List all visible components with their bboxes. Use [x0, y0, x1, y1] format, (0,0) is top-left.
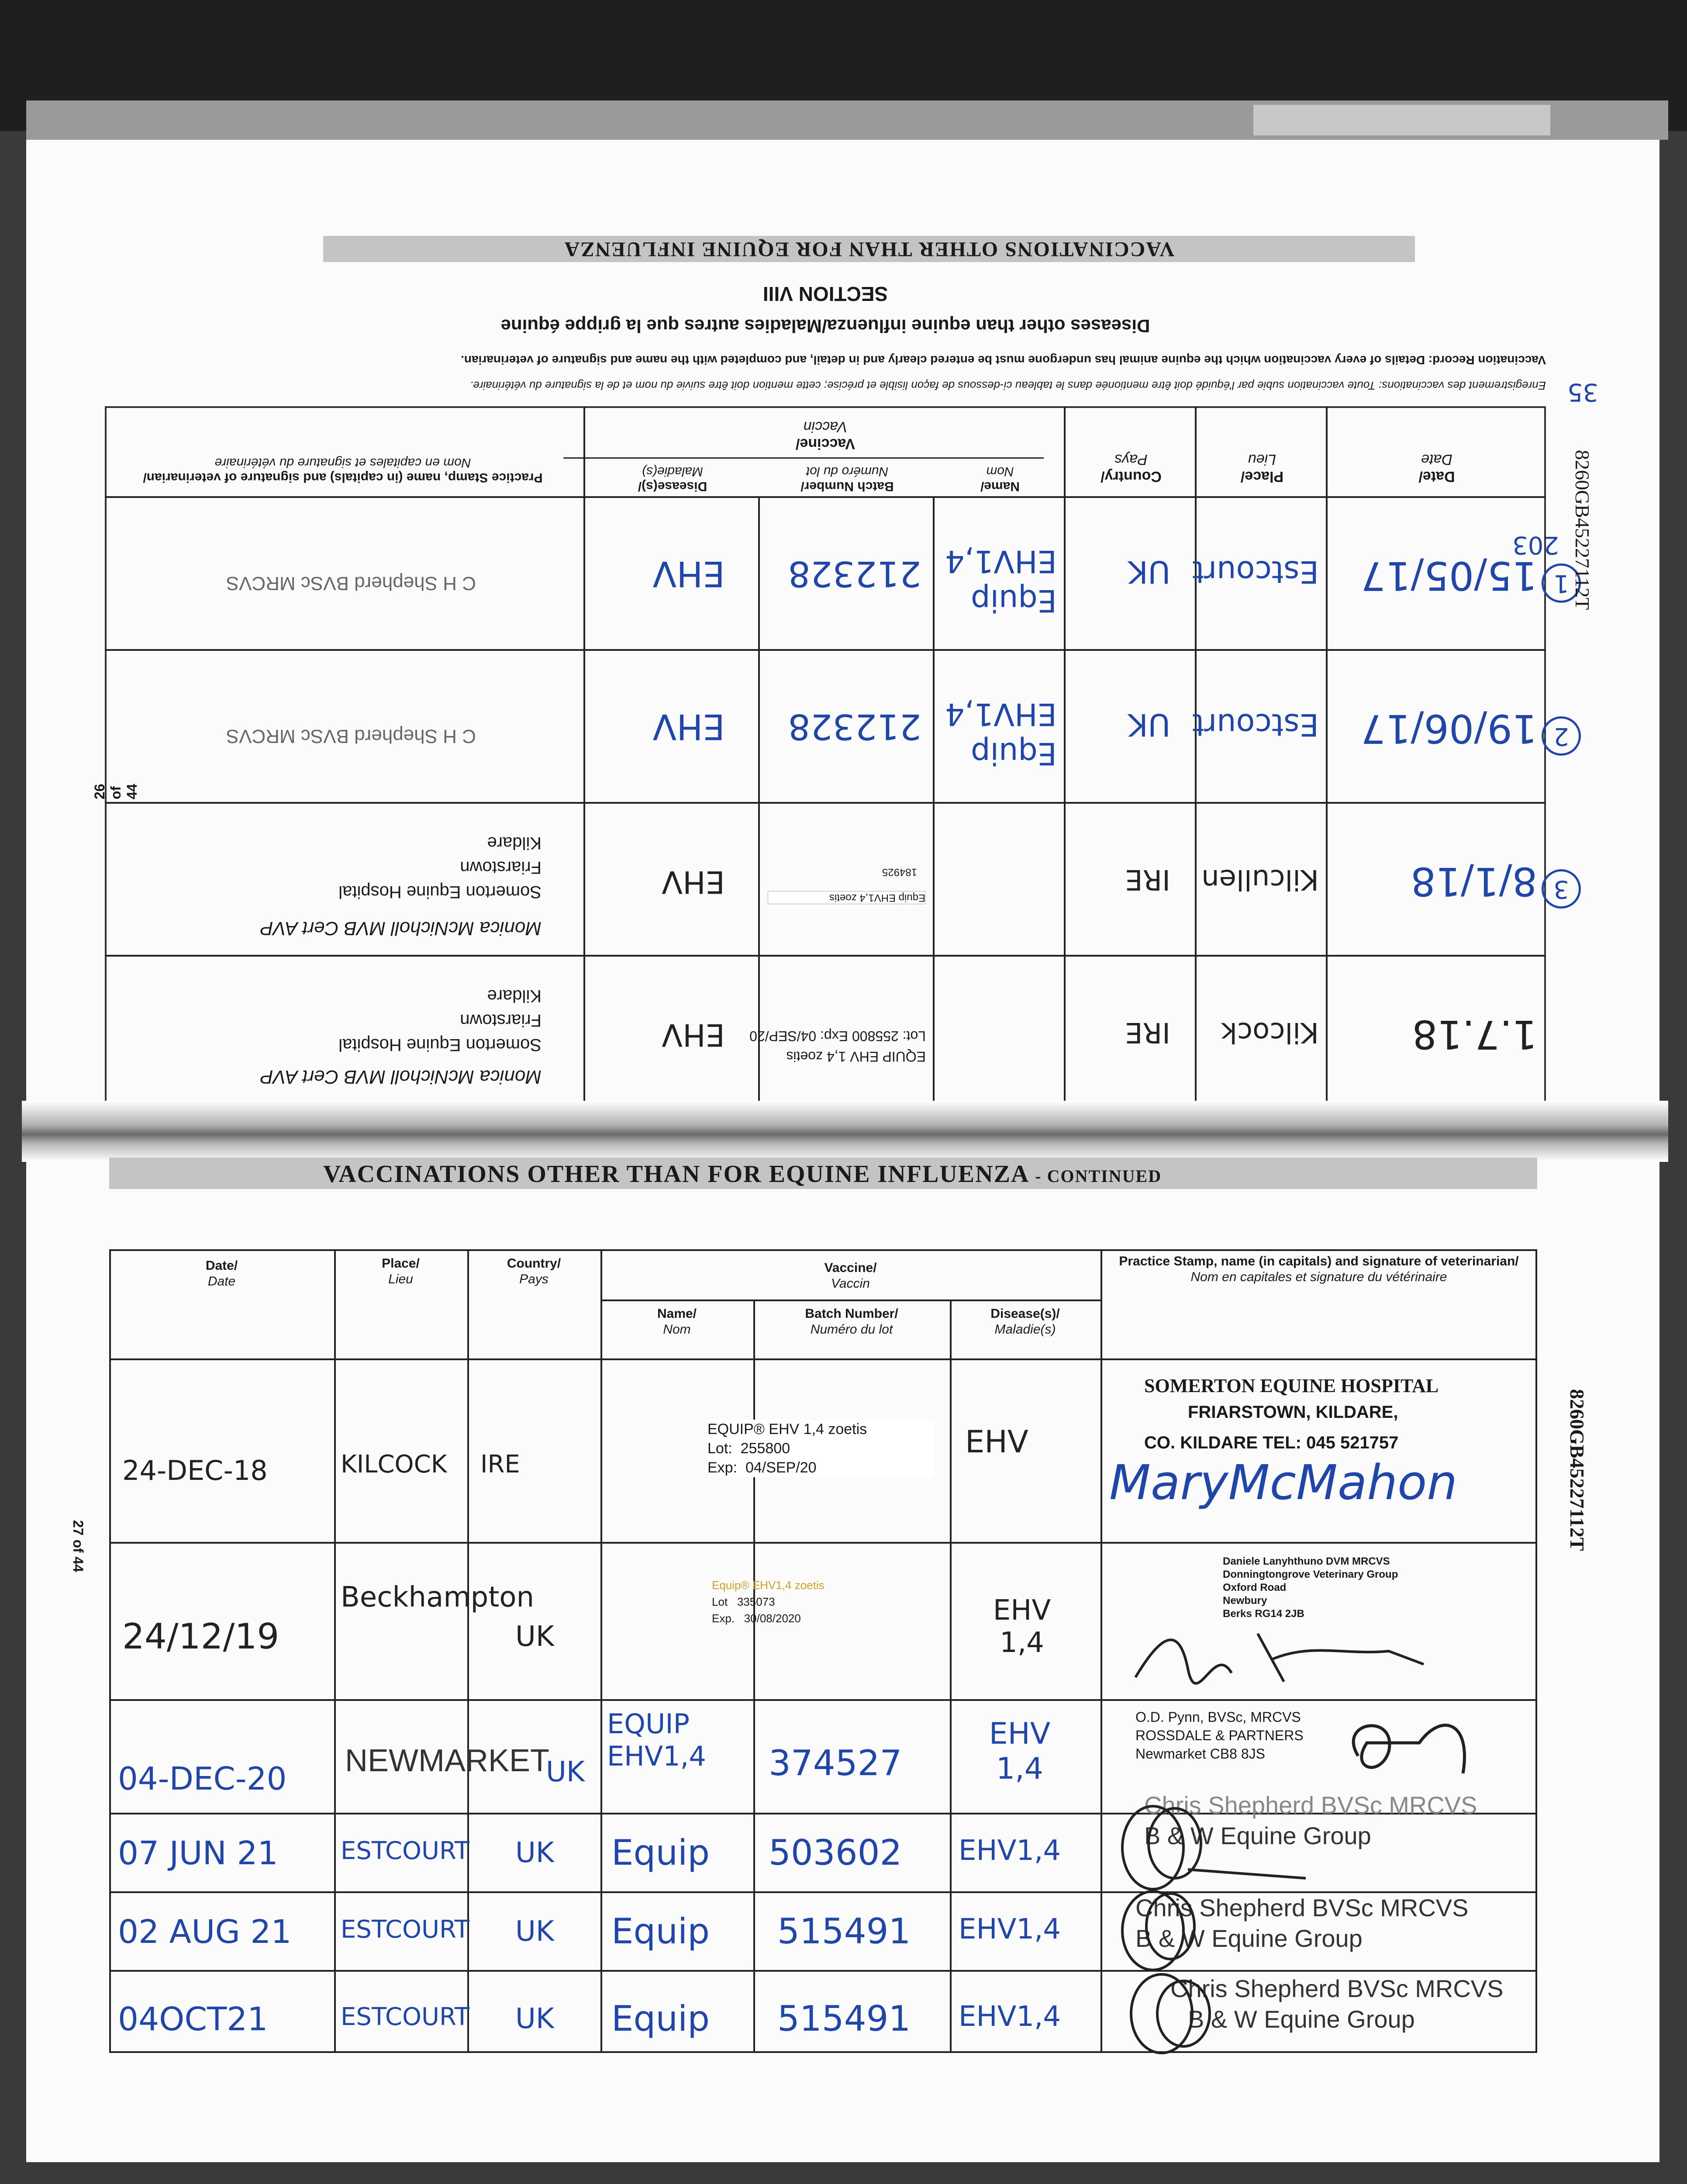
r2-sticker: [712, 1577, 895, 1627]
u-hdr-batch: Batch Number/: [800, 479, 894, 494]
r6-date: 04OCT21: [118, 2001, 268, 2038]
u-hdr-disease-fr: Maladie(s): [642, 464, 704, 479]
r2-stamp-l5: Berks RG14 2JB: [1223, 1608, 1304, 1620]
r5-disease: EHV1,4: [959, 1913, 1061, 1946]
u-hdr-disease: Disease(s)/: [638, 479, 707, 494]
r1-place: KILCOCK: [341, 1450, 447, 1479]
u-row3-batch: 184925: [882, 866, 917, 878]
u-row3-date: 8/1/18: [1411, 858, 1537, 904]
r4-name: Equip: [611, 1832, 710, 1873]
u-row2-country: UK: [1128, 707, 1170, 743]
r5-country: UK: [515, 1915, 554, 1948]
r1-signature: MaryMcMahon: [1109, 1455, 1458, 1510]
u-row4-stamp: Monica McNicholl MVB Cert AVP: [260, 1066, 542, 1088]
u-row1-stamp: C H Shepherd BVSc MRCVS: [226, 573, 476, 594]
hdr-disease: Disease(s)/: [990, 1306, 1060, 1321]
u-row2-batch: 212328: [788, 706, 921, 747]
r6-place: ESTCOURT: [341, 2003, 470, 2031]
u-row3-marker: 3: [1542, 869, 1581, 909]
hdr-disease-fr: Maladie(s): [994, 1322, 1056, 1337]
upper-banner: VACCINATIONS OTHER THAN FOR EQUINE INFLUENZA: [323, 236, 1415, 262]
r3-batch: 374527: [769, 1743, 902, 1783]
r2-exp: 30/08/2020: [744, 1612, 801, 1625]
lower-page-no: 27 of 44: [70, 1520, 86, 1572]
hdr-name: Name/: [657, 1306, 697, 1321]
r2-stamp-l4: Newbury: [1223, 1595, 1267, 1607]
hdr-place: Place/: [382, 1256, 420, 1271]
lower-banner: [109, 1158, 1537, 1189]
scan-bottom-edge: [0, 2162, 1687, 2184]
r1-sticker: [707, 1420, 935, 1477]
hdr-batch: Batch Number/: [805, 1306, 898, 1321]
r2-place: Beckhampton: [341, 1581, 535, 1614]
r5-signature-mark: [1101, 1883, 1275, 1979]
u-row4-hospital-l3: Kildare: [487, 986, 542, 1006]
u-row3-place: Kilcullen: [1201, 863, 1319, 895]
u-hdr-place-fr: Lieu: [1248, 451, 1276, 468]
u-row4-disease: EHV: [662, 1017, 725, 1053]
r3-country: UK: [546, 1756, 585, 1788]
r2-stamp-l1: Daniele Lanyhthuno DVM MRCVS: [1223, 1555, 1390, 1567]
r4-signature-mark: [1101, 1795, 1310, 1896]
hdr-date-fr: Date: [207, 1274, 236, 1289]
top-page-tab: [1253, 105, 1550, 135]
u-hdr-name: Name/: [980, 479, 1020, 494]
r6-batch: 515491: [777, 1998, 911, 2039]
r6-disease: EHV1,4: [959, 2001, 1061, 2033]
u-row4-hospital-l1: Somerton Equine Hospital: [338, 1035, 542, 1054]
r6-name: Equip: [611, 1998, 710, 2039]
r1-stamp-l3: CO. KILDARE TEL: 045 521757: [1144, 1433, 1399, 1452]
r6-signature-mark: [1109, 1966, 1293, 2062]
u-hdr-country: Country/: [1101, 468, 1162, 485]
r4-batch: 503602: [769, 1832, 902, 1873]
u-row2-stamp: C H Shepherd BVSc MRCVS: [226, 726, 476, 747]
u-row4-place: Kilcock: [1221, 1016, 1319, 1048]
u-row3-country: IRE: [1125, 863, 1170, 895]
u-row1-place: Estcourt: [1192, 554, 1319, 590]
u-row2-marker: 2: [1542, 716, 1581, 756]
hdr-date: Date/: [205, 1258, 238, 1273]
r3-stamp-l1: O.D. Pynn, BVSc, MRCVS: [1135, 1709, 1301, 1725]
u-side-id: 8260GB45227112T: [1571, 450, 1594, 610]
r3-stamp: [1135, 1708, 1304, 1763]
r1-disease: EHV: [965, 1424, 1028, 1460]
hdr-stamp: Practice Stamp, name (in capitals) and signature of veterinarian/: [1119, 1254, 1519, 1268]
u-row2-disease: EHV: [652, 706, 725, 747]
r1-date: 24-DEC-18: [122, 1455, 268, 1486]
r6-stamp-l1: Chris Shepherd BVSc MRCVS: [1170, 1975, 1504, 2002]
upper-instructions: Vaccination Record: Details of every vaccination which the equine animal has undergone must be entered clearly and in detail, and completed with the name and signature of veterinarian.: [461, 353, 1546, 367]
r4-country: UK: [515, 1837, 554, 1869]
u-row1-date: 15/05/17: [1360, 553, 1537, 598]
u-page-no: 26 of 44: [92, 784, 140, 799]
r5-name: Equip: [611, 1911, 710, 1952]
u-row3-stamp: Monica McNicholl MVB Cert AVP: [260, 918, 542, 939]
r4-date: 07 JUN 21: [118, 1835, 278, 1872]
hdr-country-fr: Pays: [519, 1272, 549, 1286]
u-row4-date: 1.7.18: [1412, 1011, 1537, 1057]
u-row4-hospital: [338, 984, 542, 1057]
u-row4-sticker-lot: Lot: 255800 Exp: 04/SEP/20: [749, 1028, 926, 1044]
r4-stamp-l1: Chris Shepherd BVSc MRCVS: [1144, 1791, 1477, 1819]
r3-signature-mark: [1332, 1704, 1515, 1791]
u-row4-country: IRE: [1125, 1016, 1170, 1048]
u-row2-name: Equip EHV1,4: [945, 696, 1057, 771]
r1-sticker-name: EQUIP® EHV 1,4 zoetis: [707, 1421, 867, 1438]
r2-lot: 335073: [737, 1595, 775, 1608]
r5-stamp-l1: Chris Shepherd BVSc MRCVS: [1135, 1894, 1469, 1921]
r2-stamp-l3: Oxford Road: [1223, 1582, 1287, 1593]
u-row3-hospital: [338, 831, 542, 904]
u-row3-hospital-l2: Friarstown: [460, 858, 542, 877]
r2-sticker-name: Equip® EHV1,4 zoetis: [712, 1579, 825, 1592]
lower-banner-continued: - CONTINUED: [1035, 1166, 1162, 1186]
u-row1-disease: EHV: [652, 553, 725, 594]
r1-lot-label: Lot:: [707, 1440, 732, 1457]
r6-stamp-l2: B & W Equine Group: [1188, 2005, 1415, 2033]
upper-subtitle: Diseases other than equine influenza/Maladies autres que la grippe équine: [500, 316, 1150, 336]
hdr-vaccine: Vaccine/: [824, 1261, 877, 1275]
r2-country: UK: [515, 1621, 554, 1653]
r2-stamp: [1223, 1555, 1398, 1621]
r1-exp-label: Exp:: [707, 1459, 738, 1476]
hdr-place-fr: Lieu: [388, 1272, 413, 1286]
r2-lot-label: Lot: [712, 1595, 728, 1608]
r2-stamp-l2: Donningtongrove Veterinary Group: [1223, 1569, 1398, 1580]
hdr-batch-fr: Numéro du lot: [810, 1322, 893, 1337]
u-hdr-place: Place/: [1240, 468, 1284, 485]
u-hdr-date-fr: Date: [1421, 451, 1452, 468]
book-spine: [22, 1101, 1668, 1162]
r1-stamp-l1: SOMERTON EQUINE HOSPITAL: [1144, 1375, 1439, 1396]
r2-date: 24/12/19: [122, 1616, 279, 1657]
u-row1-name: Equip EHV1,4: [945, 543, 1057, 619]
r3-stamp-l2: ROSSDALE & PARTNERS: [1135, 1728, 1304, 1743]
r5-date: 02 AUG 21: [118, 1913, 292, 1951]
u-hdr-country-fr: Pays: [1114, 451, 1148, 468]
u-hdr-vaccine-fr: Vaccin: [803, 418, 848, 435]
upper-section-title: SECTION VIII: [762, 283, 888, 305]
r3-name: EQUIP EHV1,4: [607, 1708, 706, 1772]
u-row2-place: Estcourt: [1192, 707, 1319, 743]
u-hdr-date: Date/: [1418, 468, 1455, 485]
u-row1-marker: 1: [1542, 563, 1581, 603]
r2-disease: EHV 1,4: [993, 1594, 1051, 1659]
r4-stamp-l2: B & W Equine Group: [1144, 1822, 1371, 1849]
r5-stamp-l2: B & W Equine Group: [1135, 1925, 1363, 1952]
u-row1-batch: 212328: [788, 553, 921, 594]
u-side-note: 35: [1567, 378, 1598, 406]
lower-side-id: 8260GB45227112T: [1566, 1389, 1588, 1551]
u-hdr-name-fr: Nom: [986, 464, 1014, 479]
u-hdr-stamp-fr: Nom en capitales et signature du vétérinaire: [214, 456, 471, 470]
r5-batch: 515491: [777, 1911, 911, 1952]
u-hdr-vaccine: Vaccine/: [795, 435, 856, 452]
hdr-vaccine-fr: Vaccin: [831, 1276, 870, 1291]
r6-country: UK: [515, 2003, 554, 2035]
r1-stamp-l2: FRIARSTOWN, KILDARE,: [1188, 1403, 1398, 1422]
upper-instructions-fr: Enregistrement des vaccinations: Toute vaccination subie par l'équidé doit être mentionée dans le tableau ci-dessous de façon lisible et précise; cette mention doit être suivie du nom et de la signature du vétérinaire.: [470, 379, 1546, 392]
r1-country: IRE: [480, 1450, 520, 1479]
u-row4-sticker-name: EQUIP EHV 1,4 zoetis: [786, 1049, 926, 1064]
upper-page-rotated: [92, 218, 1598, 1105]
hdr-stamp-fr: Nom en capitales et signature du vétérinaire: [1190, 1270, 1447, 1284]
r1-lot: 255800: [740, 1440, 790, 1457]
lower-banner-title: VACCINATIONS OTHER THAN FOR EQUINE INFLUENZA: [323, 1161, 1028, 1188]
r3-date: 04-DEC-20: [118, 1760, 287, 1797]
hdr-name-fr: Nom: [663, 1322, 691, 1337]
r2-signature-mark: [1127, 1616, 1432, 1690]
hdr-country: Country/: [507, 1256, 561, 1271]
r4-disease: EHV1,4: [959, 1835, 1061, 1867]
r3-disease: EHV 1,4: [989, 1717, 1051, 1786]
u-hdr-stamp: Practice Stamp, name (in capitals) and signature of veterinarian/: [143, 470, 543, 485]
u-row1-country: UK: [1128, 554, 1170, 590]
u-hdr-batch-fr: Numéro du lot: [806, 464, 889, 479]
r4-place: ESTCOURT: [341, 1837, 470, 1865]
u-row3-disease: EHV: [662, 864, 725, 900]
r5-place: ESTCOURT: [341, 1915, 470, 1944]
u-side-num: 203: [1512, 531, 1559, 559]
u-row4-hospital-l2: Friarstown: [460, 1011, 542, 1030]
upper-table: [105, 406, 1546, 1105]
u-row3-hospital-l3: Kildare: [487, 833, 542, 853]
r3-stamp-l3: Newmarket CB8 8JS: [1135, 1746, 1265, 1762]
r3-place: NEWMARKET: [345, 1743, 549, 1778]
r1-exp: 04/SEP/20: [745, 1459, 817, 1476]
r2-exp-label: Exp.: [712, 1612, 735, 1625]
u-row3-hospital-l1: Somerton Equine Hospital: [338, 882, 542, 902]
u-row3-sticker: Equip EHV1,4 zoetis: [768, 891, 926, 904]
u-row2-date: 19/06/17: [1360, 705, 1537, 751]
